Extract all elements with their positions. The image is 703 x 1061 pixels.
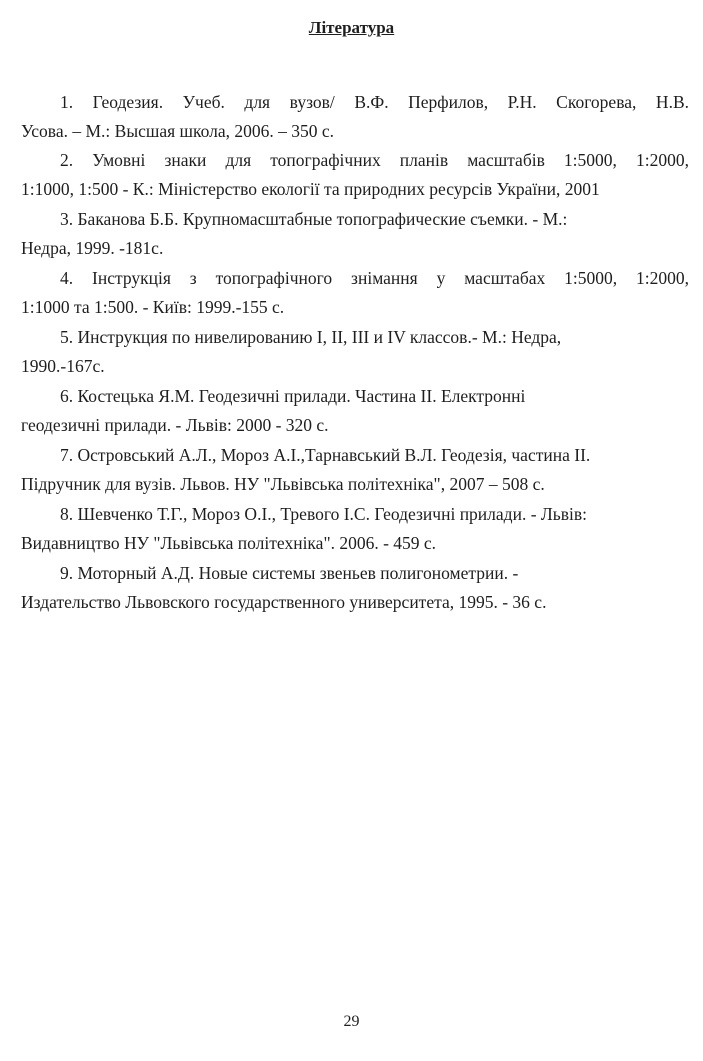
page-number: 29 bbox=[343, 1013, 360, 1030]
reference-item-6 bbox=[21, 382, 689, 440]
reference-line: 2. Умовні знаки для топографічних планів масштабів 1:5000, 1:2000, bbox=[60, 150, 689, 170]
reference-line: геодезичні прилади. - Львів: 2000 - 320 с. bbox=[21, 415, 329, 435]
reference-item-4 bbox=[21, 264, 689, 322]
reference-item-1 bbox=[21, 88, 689, 146]
reference-line: 1:1000 та 1:500. - Київ: 1999.-155 с. bbox=[21, 297, 285, 317]
reference-line: 1:1000, 1:500 - К.: Міністерство екології та природних ресурсів України, 2001 bbox=[21, 179, 600, 199]
reference-item-5 bbox=[21, 323, 689, 381]
reference-item-2 bbox=[21, 146, 689, 204]
reference-line: 5. Инструкция по нивелированию I, II, III и IV классов.- М.: Недра, bbox=[60, 327, 562, 347]
page-title bbox=[0, 18, 703, 38]
reference-line: Підручник для вузів. Львов. НУ "Львівська політехніка", 2007 – 508 с. bbox=[21, 474, 545, 494]
reference-line: Видавництво НУ "Львівська політехніка". 2006. - 459 с. bbox=[21, 533, 437, 553]
reference-line: 8. Шевченко Т.Г., Мороз О.І., Тревого І.С. Геодезичні прилади. - Львів: bbox=[60, 504, 587, 524]
reference-line: 7. Островський А.Л., Мороз А.І.,Тарнавський В.Л. Геодезія, частина II. bbox=[60, 445, 591, 465]
reference-item-7 bbox=[21, 441, 689, 499]
reference-line: 1. Геодезия. Учеб. для вузов/ В.Ф. Перфилов, Р.Н. Скогорева, Н.В. bbox=[60, 92, 689, 112]
reference-line: 9. Моторный А.Д. Новые системы звеньев полигонометрии. - bbox=[60, 563, 519, 583]
reference-line: 6. Костецька Я.М. Геодезичні прилади. Частина II. Електронні bbox=[60, 386, 526, 406]
reference-item-8 bbox=[21, 500, 689, 558]
reference-line: 4. Інструкція з топографічного знімання у масштабах 1:5000, 1:2000, bbox=[60, 268, 689, 288]
reference-line: 1990.-167с. bbox=[21, 356, 105, 376]
reference-item-3 bbox=[21, 205, 689, 263]
reference-line: Усова. – М.: Высшая школа, 2006. – 350 с. bbox=[21, 121, 335, 141]
reference-item-9 bbox=[21, 559, 689, 617]
reference-line: 3. Баканова Б.Б. Крупномасштабные топографические съемки. - М.: bbox=[60, 209, 568, 229]
reference-line: Недра, 1999. -181с. bbox=[21, 238, 164, 258]
reference-line: Издательство Львовского государственного университета, 1995. - 36 с. bbox=[21, 592, 547, 612]
page-title-text: Література bbox=[308, 18, 395, 37]
